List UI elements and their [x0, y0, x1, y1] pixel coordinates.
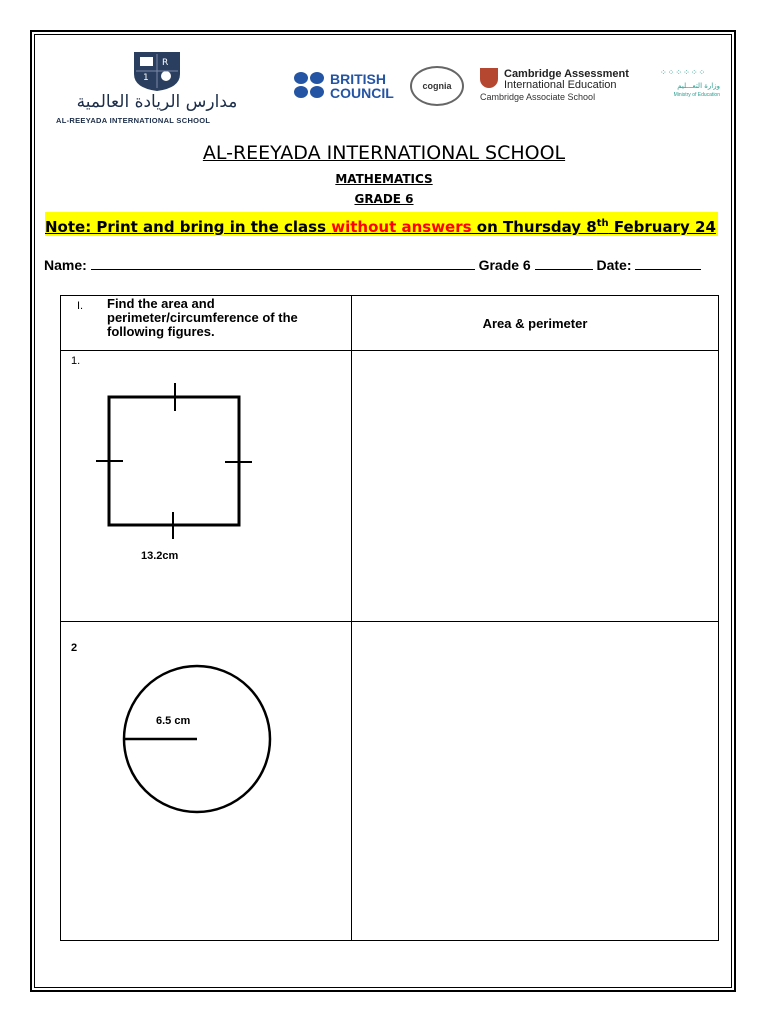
student-info-line: [44, 257, 724, 273]
table-row: [61, 622, 719, 941]
name-field[interactable]: [91, 269, 475, 270]
cambridge-line1: Cambridge Assessment: [504, 68, 629, 80]
school-name-english-logo: AL-REEYADA INTERNATIONAL SCHOOL: [56, 116, 211, 125]
note-sup: th: [596, 218, 609, 229]
answer-header: Area & perimeter: [482, 316, 588, 331]
circle-radius-label: 6.5 cm: [156, 715, 191, 727]
table-header-row: [61, 296, 719, 351]
question-2-cell: [61, 622, 352, 941]
note-part3: on Thursday 8: [471, 218, 597, 236]
subject-title: MATHEMATICS: [335, 172, 433, 186]
cambridge-line3: Cambridge Associate School: [480, 92, 596, 102]
question-1-cell: [61, 351, 352, 622]
grade-title: GRADE 6: [354, 192, 414, 206]
note-part1: Note: Print and bring in the class: [45, 218, 332, 236]
answer-header-cell: [352, 296, 719, 351]
cambridge-logo: [480, 68, 650, 108]
svg-text:1: 1: [143, 73, 149, 83]
grade-label: Grade 6: [478, 257, 531, 273]
answer-2-cell[interactable]: [352, 622, 719, 941]
date-label: Date:: [596, 257, 632, 273]
british-council-logo: [294, 72, 404, 102]
circle-figure: [61, 654, 351, 854]
square-side-label: 13.2cm: [141, 550, 179, 562]
british-council-line1: BRITISH: [330, 71, 386, 87]
ministry-name-english: Ministry of Education: [673, 92, 720, 98]
cambridge-shield-icon: [480, 68, 498, 88]
note-part4: February 24: [608, 218, 716, 236]
instruction-text: Find the area and perimeter/circumference of the following figures.: [107, 296, 298, 339]
note-banner: [45, 212, 718, 236]
page-title: AL-REEYADA INTERNATIONAL SCHOOL: [202, 142, 566, 164]
note-highlight: without answers: [331, 218, 472, 236]
ministry-name-arabic: وزارة التعـــليم: [677, 82, 720, 90]
table-row: [61, 351, 719, 622]
worksheet-table: [60, 295, 719, 941]
square-figure: [61, 367, 351, 597]
question-1-number: 1.: [71, 355, 81, 367]
cambridge-line2: International Education: [504, 79, 617, 91]
date-field[interactable]: [635, 269, 701, 270]
name-label: Name:: [44, 257, 87, 273]
instruction-cell: [61, 296, 352, 351]
cognia-logo: cognia: [410, 66, 464, 106]
question-2-number: 2: [71, 642, 78, 654]
ministry-dots-icon: ⁘⁘⁘⁘⁘⁘: [660, 68, 707, 77]
section-roman-numeral: I.: [77, 300, 84, 312]
british-council-line2: COUNCIL: [330, 85, 394, 101]
answer-1-cell[interactable]: [352, 351, 719, 622]
ministry-logo: [660, 68, 720, 104]
british-council-dots-icon: [294, 72, 326, 100]
school-logo: [52, 50, 262, 130]
svg-text:R: R: [162, 58, 169, 68]
school-name-arabic: مدارس الريادة العالمية: [76, 92, 238, 112]
grade-field[interactable]: [535, 269, 593, 270]
school-shield-icon: [132, 50, 182, 92]
